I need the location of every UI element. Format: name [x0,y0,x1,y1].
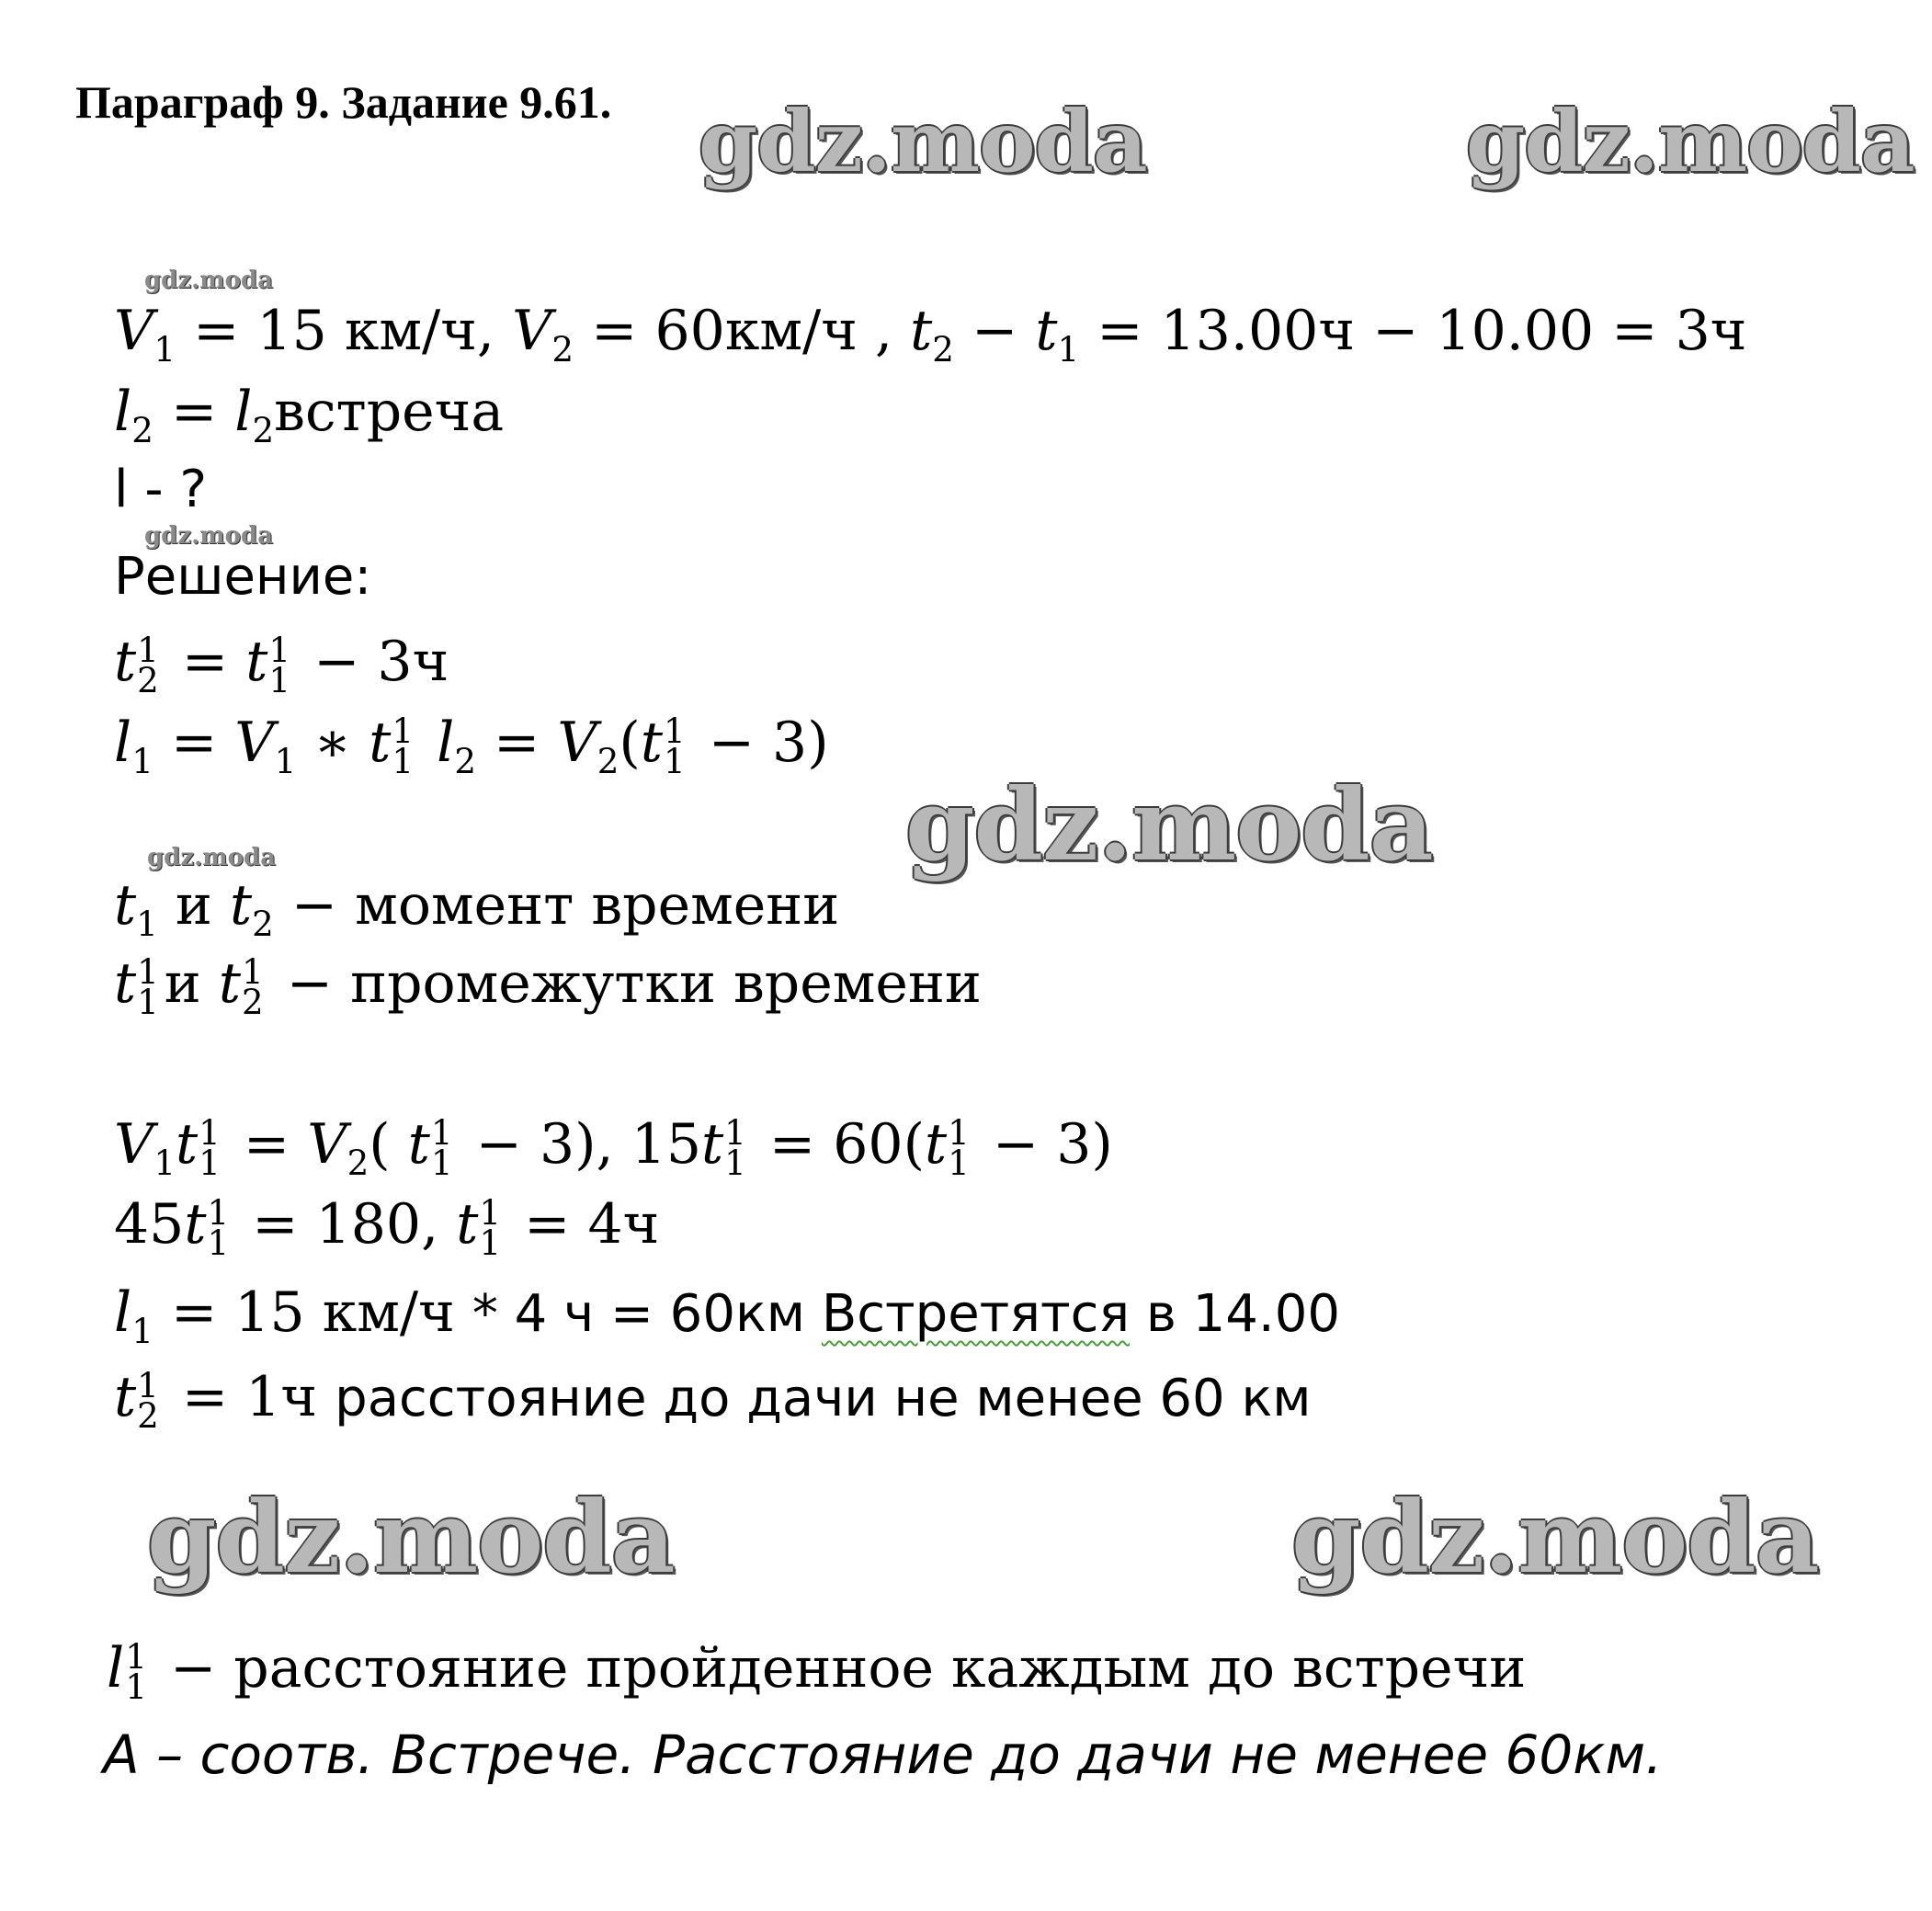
subscript: 1 [153,329,176,370]
watermark-logo: gdz.moda [147,844,277,871]
var-t1: t [1035,299,1058,363]
var-v1: V [114,299,154,363]
index [392,710,415,782]
var-t: t [456,1192,479,1257]
superscript: 1 [125,1635,147,1677]
subscript: 1 [724,1143,746,1184]
subscript: 1 [274,741,297,781]
subscript: 1 [131,741,153,781]
answer-line: А – соотв. Встрече. Расстояние до дачи не менее 60км. [103,1723,1663,1786]
var-t: t [925,1112,948,1177]
subscript: 1 [479,1223,502,1264]
var-t2: t [910,299,933,363]
operator: − [953,299,1036,363]
index [948,1111,970,1184]
subscript: 2 [241,982,264,1023]
solution-title: Решение: [114,547,372,607]
value: − 3ч [296,630,449,694]
watermark-logo: gdz.moda [144,522,274,550]
index [241,950,264,1023]
subscript: 2 [454,741,476,781]
operator: = [153,711,235,775]
value: в 14.00 [1130,1284,1340,1344]
subscript: 2 [932,329,954,370]
value: = 4ч [506,1192,660,1257]
superscript: 1 [241,950,264,992]
subscript: 1 [153,1143,176,1183]
superscript: 1 [479,1191,502,1233]
given-line-3: l - ? [114,460,208,519]
index [663,710,686,782]
var-t: t [114,630,137,694]
var-t: t [114,951,137,1016]
equation-1 [114,629,449,701]
operator: = [153,380,235,444]
word: встреча [274,380,505,444]
subscript: 1 [948,1143,970,1184]
value: = 15 км/ч [153,1280,472,1345]
subscript: 2 [137,660,159,701]
watermark-logo: gdz.moda [905,768,1433,883]
subscript: 1 [125,1666,147,1708]
var-v1: V [114,1112,154,1177]
subscript: 1 [1057,329,1080,370]
subscript: 2 [131,410,153,450]
subscript: 1 [392,741,415,782]
var-l: l [107,1636,125,1701]
var-t: t [218,951,241,1016]
index [137,950,159,1023]
watermark-logo: gdz.moda [1291,1480,1819,1596]
paren: ( [619,711,641,775]
index [268,629,291,701]
var-t: t [184,1192,207,1257]
value: − 3), 15 [458,1112,702,1177]
word: и [157,873,230,938]
index [137,1364,159,1437]
var-v1: V [234,711,275,775]
subscript: 2 [252,410,275,450]
superscript: 1 [948,1111,970,1153]
equation-3 [114,1111,1113,1184]
superscript: 1 [663,710,686,751]
watermark-logo: gdz.moda [1466,92,1915,191]
var-t: t [369,711,392,775]
value: 45 [114,1192,185,1257]
operator: = [164,630,246,694]
superscript: 1 [137,1364,159,1405]
index [430,1111,453,1184]
given-line-1 [114,299,1747,370]
subscript: 2 [252,904,274,944]
index [207,1191,230,1264]
equation-4 [114,1191,660,1264]
spellcheck-word: Встретятся [821,1284,1131,1344]
var-t: t [407,1112,430,1177]
subscript: 1 [199,1143,221,1184]
value: = 60км/ч , [574,299,911,363]
value: = 60( [751,1112,926,1177]
operator: = [475,711,558,775]
word: − момент времени [273,873,840,938]
index [125,1635,147,1708]
var-l2: l [234,380,253,444]
operator: ∗ [296,711,369,775]
value: = 180, [234,1192,457,1257]
var-l1: l [114,1280,132,1345]
subscript: 1 [663,741,686,782]
var-t1: t [114,873,137,938]
var-t2: t [229,873,253,938]
value: = 13.00ч − 10.00 = 3ч [1079,299,1747,363]
watermark-logo: gdz.moda [144,267,274,294]
subscript: 1 [207,1223,230,1264]
definition-2 [114,950,982,1023]
paren: ( [369,1112,408,1177]
subscript: 1 [136,904,158,944]
page-title: Параграф 9. Задание 9.61. [75,76,612,128]
subscript: 1 [430,1143,453,1184]
definition-1 [114,873,840,944]
given-line-2 [114,380,505,450]
equation-7 [107,1635,1527,1708]
subscript: 1 [131,1311,153,1351]
word: и [164,951,219,1016]
watermark-logo: gdz.moda [699,92,1147,191]
subscript: 2 [551,329,574,370]
word: расстояние до дачи не менее 60 км [335,1369,1312,1428]
equation-6 [114,1364,1312,1437]
var-v2: V [307,1112,347,1177]
superscript: 1 [392,710,415,751]
var-l2: l [419,711,455,775]
value: − 3) [690,711,829,775]
var-t: t [176,1112,199,1177]
subscript: 1 [137,982,159,1023]
subscript: 1 [268,660,291,701]
index [724,1111,746,1184]
word: − расстояние пройденное каждым до встречи [152,1636,1527,1701]
subscript: 2 [597,741,619,781]
superscript: 1 [430,1111,453,1153]
subscript: 2 [137,1395,159,1437]
subscript: 2 [347,1143,369,1183]
var-l2: l [114,380,132,444]
word: − промежутки времени [268,951,982,1016]
var-l1: l [114,711,132,775]
var-t: t [245,630,268,694]
operator: = [225,1112,308,1177]
superscript: 1 [724,1111,746,1153]
equation-2 [114,710,829,782]
value: = 15 км/ч, [176,299,513,363]
index [199,1111,221,1184]
superscript: 1 [268,629,291,670]
var-t: t [114,1365,137,1429]
var-v2: V [512,299,552,363]
value: * 4 ч = 60км [472,1284,822,1344]
var-v2: V [557,711,597,775]
var-t: t [701,1112,724,1177]
value: = 1ч [164,1365,335,1429]
index [137,629,159,701]
superscript: 1 [137,950,159,992]
superscript: 1 [137,629,159,670]
watermark-logo: gdz.moda [147,1480,675,1596]
index [479,1191,502,1264]
equation-5 [114,1280,1340,1351]
var-t: t [640,711,663,775]
superscript: 1 [199,1111,221,1153]
value: − 3) [974,1112,1113,1177]
superscript: 1 [207,1191,230,1233]
